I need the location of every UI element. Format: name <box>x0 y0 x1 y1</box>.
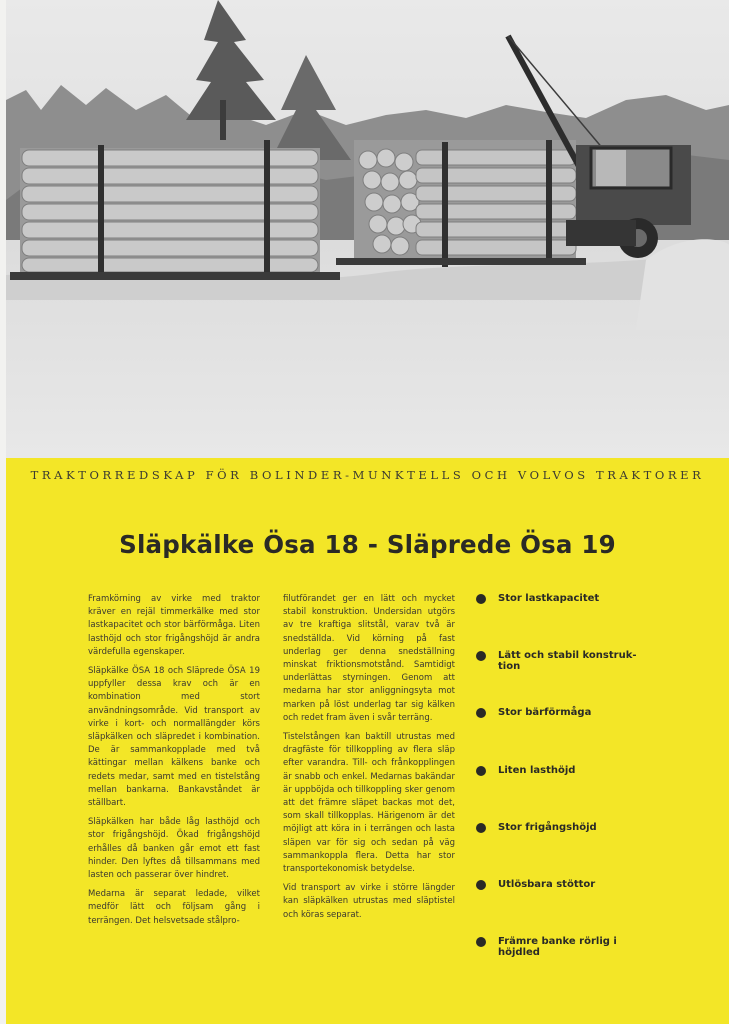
feature-label: Liten lasthöjd <box>498 764 576 776</box>
feature-item <box>472 708 722 765</box>
paragraph: Släpkälke ÖSA 18 och Släprede ÖSA 19 uppfyller dessa krav och är en kombination med stort användningsområde. Vid transport av virke i kort- och normallängder körs släpkälken och släpredet i kombination. De är sammankopplade med två kättingar mellan kälkens banke och redets medar, samt med en tistelstång mellan bankarna. Bankavståndet är ställbart. <box>88 666 260 809</box>
feature-label: Främre banke rörlig i höjdled <box>498 936 617 958</box>
feature-label: Lätt och stabil konstruk-tion <box>498 650 637 672</box>
feature-label: Stor frigångshöjd <box>498 821 597 833</box>
body-column-2 <box>283 593 455 928</box>
feature-item <box>472 766 722 823</box>
logging-photo-icon <box>6 0 729 458</box>
bullet-dot-icon <box>476 880 486 890</box>
paragraph: Vid transport av virke i större längder kan släpkälken utrustas med släptistel och köras separat. <box>283 883 455 920</box>
body-column-1 <box>88 593 260 934</box>
feature-item <box>472 823 722 880</box>
kicker-heading: TRAKTORREDSKAP FÖR BOLINDER-MUNKTELLS OCH VOLVOS TRAKTORER <box>30 468 705 482</box>
bullet-dot-icon <box>476 937 486 947</box>
bullet-dot-icon <box>476 708 486 718</box>
feature-label: Stor bärförmåga <box>498 707 592 719</box>
snowy-logging-photo <box>6 0 729 458</box>
bullet-dot-icon <box>476 594 486 604</box>
paragraph: Framkörning av virke med traktor kräver en rejäl timmerkälke med stor lastkapacitet och stor bärförmåga. Liten lasthöjd och stor frigångshöjd är andra värdefulla egenskaper. <box>88 594 260 657</box>
page-title: Släpkälke Ösa 18 - Släprede Ösa 19 <box>119 530 616 559</box>
paragraph: Släpkälken har både låg lasthöjd och stor frigångshöjd. Ökad frigångshöjd erhålles då banken går emot ett fast hinder. Den lyftes då tillsammans med lasten och passerar över hindret. <box>88 817 260 881</box>
paragraph: Tistelstången kan baktill utrustas med dragfäste för tillkoppling av flera släp efter varandra. Till- och frånkopplingen är snabb och enkel. Medarnas bakändar är uppböjda och tillkoppling sker genom att det främre släpet backas mot det, som skall tillkopplas. Härigenom är det möjligt att köra in i terrängen och lasta släpen var för sig och sedan på väg sammankoppla flera. Detta har stor transportekonomisk betydelse. <box>283 732 455 875</box>
feature-item <box>472 651 722 708</box>
feature-item <box>472 880 722 937</box>
feature-list <box>472 594 722 994</box>
feature-item <box>472 937 722 994</box>
paragraph: Medarna är separat ledade, vilket medför lätt och följsam gång i terrängen. Det helsvetsade stålpro- <box>88 889 260 926</box>
info-panel <box>6 458 729 1024</box>
paragraph: filutförandet ger en lätt och mycket stabil konstruktion. Undersidan utgörs av tre kraftiga slitstål, varav två är snedställda. Vid körning på fast underlag ger denna snedställning minskat friktionsmotstånd. Samtidigt underlättas styrningen. Genom att medarna har stor anliggningsyta mot marken på löst underlag tar sig kälken och redet fram även i svår terräng. <box>283 594 455 723</box>
bullet-dot-icon <box>476 766 486 776</box>
bullet-dot-icon <box>476 651 486 661</box>
bullet-dot-icon <box>476 823 486 833</box>
feature-label: Utlösbara stöttor <box>498 878 596 890</box>
feature-label: Stor lastkapacitet <box>498 593 600 604</box>
feature-item <box>472 594 722 651</box>
